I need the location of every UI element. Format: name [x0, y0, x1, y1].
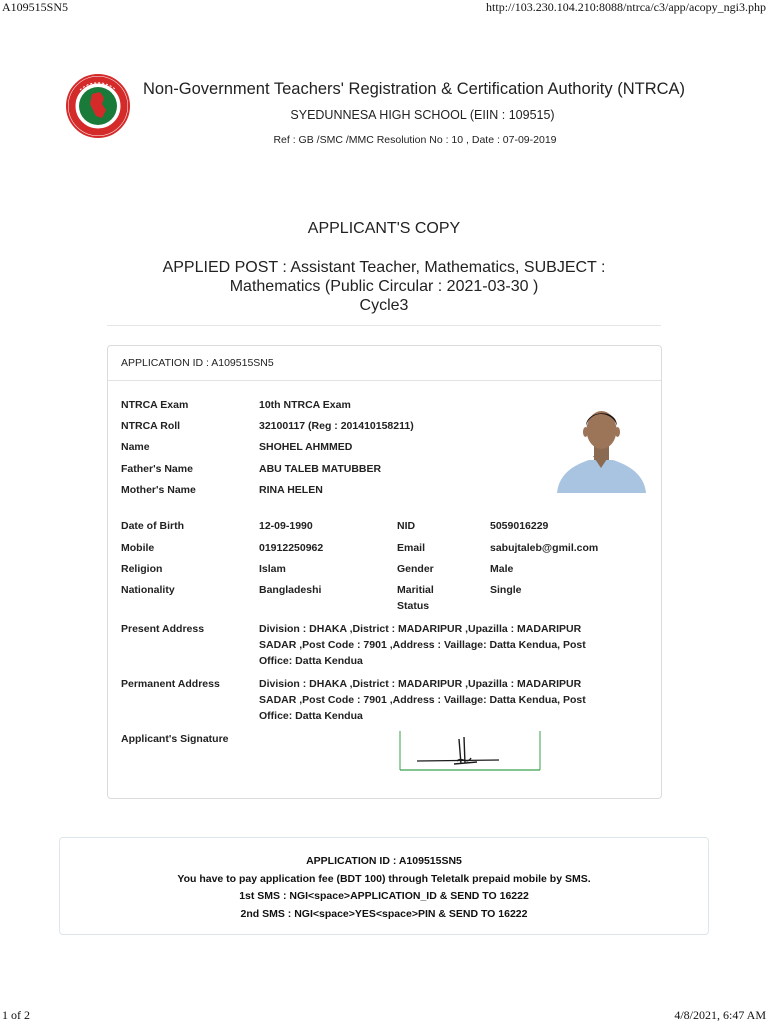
- applicant-photo: [555, 396, 648, 493]
- org-title: Non-Government Teachers' Registration & Certification Authority (NTRCA): [143, 80, 686, 98]
- name-label: Name: [121, 441, 150, 453]
- application-card: [107, 345, 662, 799]
- mother-name-label: Mother's Name: [121, 484, 196, 496]
- print-header: [0, 0, 768, 16]
- dob-value: 12-09-1990: [259, 520, 313, 532]
- marital-status-value: Single: [490, 584, 522, 596]
- school-name: SYEDUNNESA HIGH SCHOOL (EIIN : 109515): [290, 108, 555, 122]
- present-address-label: Present Address: [121, 623, 205, 635]
- application-id: APPLICATION ID : A109515SN5: [121, 357, 274, 369]
- email-value: sabujtaleb@gmil.com: [490, 542, 599, 554]
- religion-label: Religion: [121, 563, 163, 575]
- email-label: Email: [397, 542, 426, 554]
- dob-label: Date of Birth: [121, 520, 184, 532]
- ntrca-logo: [66, 74, 130, 138]
- notice-application-id: APPLICATION ID : A109515SN5: [306, 855, 462, 867]
- payment-notice: [59, 837, 709, 935]
- divider: [107, 325, 661, 326]
- nid-value: 5059016229: [490, 520, 549, 532]
- marital-status-label: [397, 582, 434, 614]
- marital-status-label-line: Maritial: [397, 584, 434, 596]
- permanent-address-label: Permanent Address: [121, 678, 220, 690]
- name-value: SHOHEL AHMMED: [259, 441, 353, 453]
- card-header: [108, 346, 661, 381]
- applied-post-line: Mathematics (Public Circular : 2021-03-30 ): [229, 278, 539, 295]
- signature-label: Applicant's Signature: [121, 733, 229, 745]
- notice-second-sms: 2nd SMS : NGI<space>YES<space>PIN & SEND TO 16222: [240, 907, 528, 920]
- resolution-ref: Ref : GB /SMC /MMC Resolution No : 10 , Date : 07-09-2019: [273, 134, 557, 146]
- notice-fee-text: You have to pay application fee (BDT 100) through Teletalk prepaid mobile by SMS.: [177, 872, 591, 885]
- ntrca-roll-value: 32100117 (Reg : 201410158211): [259, 420, 414, 432]
- address-line: SADAR ,Post Code : 7901 ,Address : Vaillage: Datta Kendua, Post: [259, 639, 586, 651]
- ntrca-roll-label: NTRCA Roll: [121, 420, 181, 432]
- page-title: APPLICANT'S COPY: [307, 220, 461, 237]
- page-number: 1 of 2: [2, 1008, 30, 1022]
- address-line: Office: Datta Kendua: [259, 710, 363, 722]
- father-name-label: Father's Name: [121, 463, 193, 475]
- ntrca-exam-label: NTRCA Exam: [121, 399, 189, 411]
- religion-value: Islam: [259, 563, 286, 575]
- mobile-label: Mobile: [121, 542, 155, 554]
- applied-post-line: Cycle3: [359, 297, 409, 314]
- address-line: Office: Datta Kendua: [259, 655, 363, 667]
- applicant-signature: [399, 731, 541, 771]
- permanent-address-value: [259, 676, 586, 724]
- father-name-value: ABU TALEB MATUBBER: [259, 463, 382, 475]
- print-footer: [0, 1006, 768, 1024]
- mother-name-value: RINA HELEN: [259, 484, 323, 496]
- nationality-value: Bangladeshi: [259, 584, 322, 596]
- address-line: Division : DHAKA ,District : MADARIPUR ,Upazilla : MADARIPUR: [259, 678, 582, 690]
- nationality-label: Nationality: [121, 584, 175, 596]
- nid-label: NID: [397, 520, 416, 532]
- applied-post-line: APPLIED POST : Assistant Teacher, Mathematics, SUBJECT :: [162, 259, 606, 276]
- print-timestamp: 4/8/2021, 6:47 AM: [674, 1008, 766, 1022]
- print-header-url: http://103.230.104.210:8088/ntrca/c3/app/acopy_ngi3.php: [486, 0, 766, 14]
- notice-first-sms: 1st SMS : NGI<space>APPLICATION_ID & SEND TO 16222: [239, 890, 529, 902]
- ntrca-exam-value: 10th NTRCA Exam: [259, 399, 351, 411]
- present-address-value: [259, 621, 586, 669]
- marital-status-label-line: Status: [397, 600, 430, 612]
- gender-value: Male: [490, 563, 514, 575]
- applied-post: [130, 258, 638, 315]
- address-line: SADAR ,Post Code : 7901 ,Address : Vaillage: Datta Kendua, Post: [259, 694, 586, 706]
- address-line: Division : DHAKA ,District : MADARIPUR ,Upazilla : MADARIPUR: [259, 623, 582, 635]
- gender-label: Gender: [397, 563, 434, 575]
- mobile-value: 01912250962: [259, 542, 324, 554]
- print-header-title: A109515SN5: [2, 0, 69, 14]
